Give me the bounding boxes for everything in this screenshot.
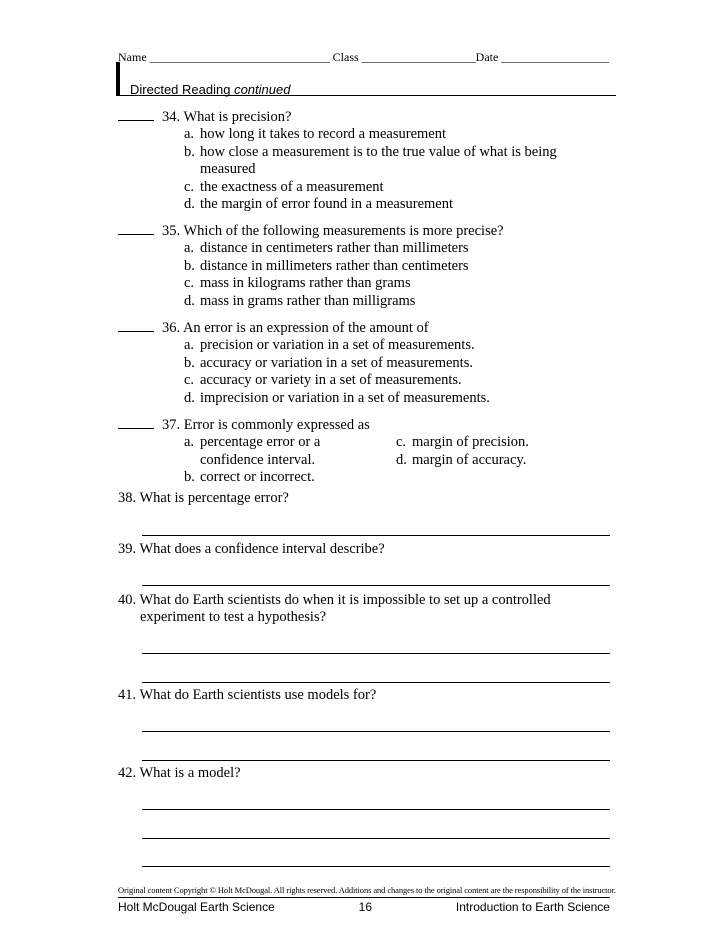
copyright-notice: Original content Copyright © Holt McDougal. All rights reserved. Additions and changes to the original content are the responsibility of the instructor. bbox=[118, 885, 616, 895]
answer-line-40b[interactable] bbox=[142, 682, 610, 683]
option-letter: b. bbox=[184, 354, 195, 371]
option-34c bbox=[184, 179, 580, 196]
question-36-stem: 36. An error is an expression of the amount of bbox=[162, 320, 429, 336]
option-text: correct or incorrect. bbox=[200, 469, 315, 486]
option-35a bbox=[184, 240, 580, 257]
option-37c bbox=[396, 434, 608, 451]
answer-line-41a[interactable] bbox=[142, 731, 610, 732]
question-34-stem: 34. What is precision? bbox=[162, 109, 292, 125]
option-36c bbox=[184, 372, 580, 389]
option-text: margin of accuracy. bbox=[412, 451, 527, 468]
question-40-text-cont: experiment to test a hypothesis? bbox=[140, 609, 327, 626]
option-34a bbox=[184, 126, 580, 143]
option-36a bbox=[184, 337, 580, 354]
question-40-text: What do Earth scientists do when it is impossible to set up a controlled bbox=[139, 592, 551, 608]
option-text: accuracy or variation in a set of measurements. bbox=[200, 354, 473, 371]
option-36b bbox=[184, 355, 580, 372]
question-number: 42. bbox=[118, 765, 137, 781]
option-text: distance in centimeters rather than millimeters bbox=[200, 240, 469, 257]
section-header bbox=[116, 62, 616, 96]
option-letter: a. bbox=[184, 434, 195, 451]
option-letter: b. bbox=[184, 469, 195, 486]
answer-line-40a[interactable] bbox=[142, 653, 610, 654]
option-text: how close a measurement is to the true value of what is being measured bbox=[200, 143, 557, 178]
footer-book-title: Holt McDougal Earth Science bbox=[118, 900, 275, 914]
question-40 bbox=[118, 592, 598, 627]
question-41-text: What do Earth scientists use models for? bbox=[139, 687, 377, 703]
option-letter: a. bbox=[184, 240, 195, 257]
option-text: percentage error or a confidence interval. bbox=[200, 434, 321, 468]
answer-line-42b[interactable] bbox=[142, 838, 610, 839]
option-letter: d. bbox=[396, 451, 407, 468]
question-37-stem: 37. Error is commonly expressed as bbox=[162, 417, 370, 433]
option-text: how long it takes to record a measurement bbox=[200, 126, 447, 143]
question-41 bbox=[118, 687, 598, 704]
option-text: precision or variation in a set of measurements. bbox=[200, 337, 475, 354]
question-38 bbox=[118, 490, 598, 507]
section-title bbox=[130, 82, 290, 97]
option-letter: b. bbox=[184, 143, 195, 160]
option-text: imprecision or variation in a set of measurements. bbox=[200, 389, 490, 406]
question-42 bbox=[118, 765, 598, 782]
option-36d bbox=[184, 390, 580, 407]
page-footer bbox=[118, 900, 610, 914]
option-text: margin of precision. bbox=[412, 434, 529, 451]
question-39 bbox=[118, 541, 598, 558]
answer-line-38[interactable] bbox=[142, 535, 610, 536]
option-35c bbox=[184, 275, 580, 292]
question-35-stem: 35. Which of the following measurements is more precise? bbox=[162, 223, 504, 239]
option-35d bbox=[184, 293, 580, 310]
name-class-date-line: Name ______________________________ Class ___________________Date __________________ bbox=[118, 50, 610, 64]
option-letter: a. bbox=[184, 337, 195, 354]
option-text: accuracy or variety in a set of measurements. bbox=[200, 372, 462, 389]
option-text: mass in kilograms rather than grams bbox=[200, 275, 411, 292]
question-39-text: What does a confidence interval describe? bbox=[139, 541, 385, 557]
question-34 bbox=[118, 108, 580, 213]
answer-blank-37[interactable] bbox=[118, 416, 154, 429]
option-37b bbox=[184, 469, 396, 486]
option-letter: a. bbox=[184, 126, 195, 143]
question-number: 41. bbox=[118, 687, 137, 703]
option-letter: d. bbox=[184, 196, 195, 213]
footer-chapter-title: Introduction to Earth Science bbox=[455, 900, 610, 914]
option-37d bbox=[396, 452, 608, 469]
option-37a bbox=[184, 434, 396, 469]
answer-line-41b[interactable] bbox=[142, 760, 610, 761]
option-letter: b. bbox=[184, 257, 195, 274]
answer-line-39[interactable] bbox=[142, 585, 610, 586]
question-35 bbox=[118, 222, 580, 310]
answer-blank-34[interactable] bbox=[118, 108, 154, 121]
option-letter: d. bbox=[184, 389, 195, 406]
question-number: 39. bbox=[118, 541, 137, 557]
option-letter: d. bbox=[184, 292, 195, 309]
page-number: 16 bbox=[358, 900, 372, 914]
option-34b bbox=[184, 144, 580, 179]
question-number: 38. bbox=[118, 490, 137, 506]
option-letter: c. bbox=[396, 434, 407, 451]
question-42-text: What is a model? bbox=[139, 765, 241, 781]
option-text: the exactness of a measurement bbox=[200, 178, 384, 195]
answer-line-42a[interactable] bbox=[142, 809, 610, 810]
option-text: mass in grams rather than milligrams bbox=[200, 292, 416, 309]
option-letter: c. bbox=[184, 178, 195, 195]
answer-line-42c[interactable] bbox=[142, 866, 610, 867]
option-text: the margin of error found in a measurement bbox=[200, 196, 453, 213]
option-text: distance in millimeters rather than centimeters bbox=[200, 257, 469, 274]
option-34d bbox=[184, 196, 580, 213]
footer-divider bbox=[118, 897, 610, 898]
question-38-text: What is percentage error? bbox=[139, 490, 289, 506]
option-letter: c. bbox=[184, 372, 195, 389]
option-35b bbox=[184, 258, 580, 275]
answer-blank-35[interactable] bbox=[118, 222, 154, 235]
answer-blank-36[interactable] bbox=[118, 319, 154, 332]
question-number: 40. bbox=[118, 592, 137, 608]
section-title-text: Directed Reading bbox=[130, 82, 231, 97]
option-letter: c. bbox=[184, 275, 195, 292]
section-title-continued: continued bbox=[234, 82, 291, 97]
question-37 bbox=[118, 416, 608, 487]
question-36 bbox=[118, 319, 580, 407]
